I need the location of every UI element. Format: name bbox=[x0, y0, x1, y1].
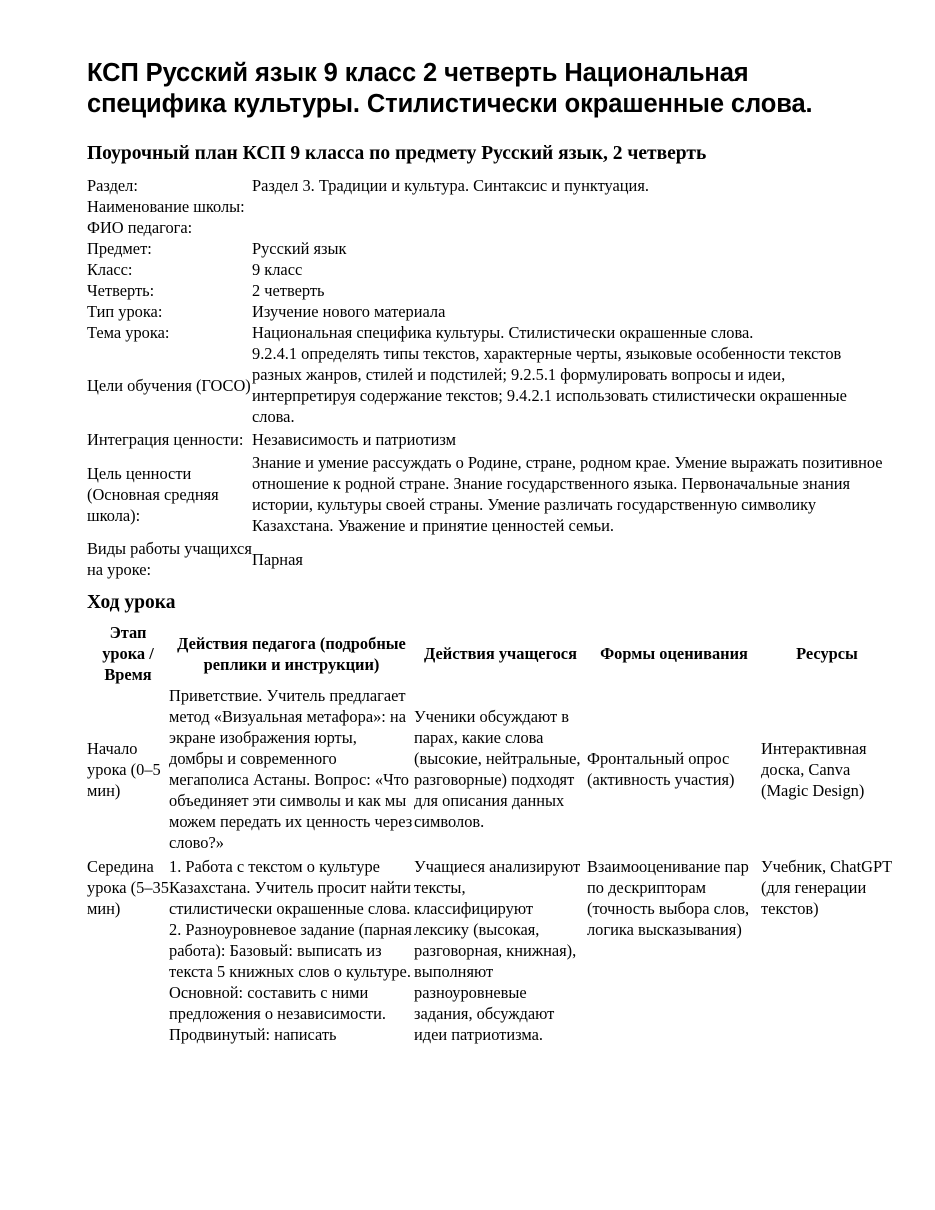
info-row bbox=[87, 301, 892, 322]
info-label: Цели обучения (ГОСО) bbox=[87, 375, 251, 395]
info-row bbox=[87, 452, 892, 536]
info-value bbox=[252, 196, 892, 217]
plan-stage: Начало урока (0–5 мин) bbox=[87, 738, 161, 800]
info-label: Класс: bbox=[87, 260, 133, 279]
info-value: Национальная специфика культуры. Стилистически окрашенные слова. bbox=[252, 323, 754, 342]
info-label: Виды работы учащихся на уроке: bbox=[87, 539, 252, 579]
page-title: КСП Русский язык 9 класс 2 четверть Национальная специфика культуры. Стилистически окрашенные слова. bbox=[87, 59, 813, 118]
info-label: Тема урока: bbox=[87, 323, 170, 342]
info-value: Парная bbox=[252, 549, 303, 569]
plan-student-actions: Ученики обсуждают в парах, какие слова (высокие, нейтральные, разговорные) подходят для описания данных символов. bbox=[414, 707, 581, 831]
plan-stage: Середина урока (5–35 мин) bbox=[87, 857, 169, 918]
info-row bbox=[87, 238, 892, 259]
info-value: 9.2.4.1 определять типы текстов, характерные черты, языковые особенности текстов разных жанров, стилей и подстилей; 9.2.5.1 формулировать вопросы и идеи, интерпретируя содержание текстов; 9.4.2.1 использовать стилистически окрашенные слова. bbox=[252, 344, 847, 426]
header-resources: Ресурсы bbox=[796, 644, 858, 663]
info-label: Цель ценности (Основная средняя школа): bbox=[87, 463, 219, 525]
plan-row bbox=[87, 685, 893, 854]
plan-header-row bbox=[87, 622, 893, 685]
info-label: ФИО педагога: bbox=[87, 218, 193, 237]
info-row bbox=[87, 217, 892, 238]
info-value: Изучение нового материала bbox=[252, 302, 446, 321]
header-assessment: Формы оценивания bbox=[600, 644, 748, 663]
info-row bbox=[87, 175, 892, 196]
lesson-info-table bbox=[87, 175, 892, 582]
plan-assessment: Фронтальный опрос (активность участия) bbox=[587, 749, 735, 789]
plan-subtitle: Поурочный план КСП 9 класса по предмету Русский язык, 2 четверть bbox=[87, 143, 707, 164]
info-label: Наименование школы: bbox=[87, 197, 245, 216]
plan-student-actions: Учащиеся анализируют тексты, классифицируют лексику (высокая, разговорная, книжная), выполняют разноуровневые задания, обсуждают идеи патриотизма. bbox=[414, 857, 581, 1044]
info-row bbox=[87, 427, 892, 452]
plan-heading: Ход урока bbox=[87, 592, 176, 613]
info-label: Предмет: bbox=[87, 239, 152, 258]
info-row bbox=[87, 196, 892, 217]
plan-resources: Учебник, ChatGPT (для генерации текстов) bbox=[761, 857, 892, 918]
lesson-plan-table bbox=[87, 622, 893, 1045]
header-teacher-actions: Действия педагога (подробные реплики и инструкции) bbox=[177, 633, 406, 674]
info-label: Интеграция ценности: bbox=[87, 430, 244, 449]
info-value: 9 класс bbox=[252, 260, 303, 279]
info-row bbox=[87, 536, 892, 582]
header-student-actions: Действия учащегося bbox=[424, 644, 577, 663]
info-label: Тип урока: bbox=[87, 302, 163, 321]
info-value: 2 четверть bbox=[252, 281, 325, 300]
info-row bbox=[87, 259, 892, 280]
info-value bbox=[252, 217, 892, 238]
plan-teacher-actions: 1. Работа с текстом о культуре Казахстана. Учитель просит найти стилистически окрашенные слова. 2. Разноуровневое задание (парная работа): Базовый: выписать из текста 5 книжных слов о культуре. Основной: составить с ними предложения о независимости. Продвинутый: написать bbox=[169, 857, 412, 1044]
header-stage: Этап урока / Время bbox=[102, 623, 154, 684]
info-row bbox=[87, 343, 892, 427]
info-row bbox=[87, 322, 892, 343]
plan-row bbox=[87, 854, 893, 1045]
info-label: Раздел: bbox=[87, 176, 138, 195]
info-row bbox=[87, 280, 892, 301]
info-value: Знание и умение рассуждать о Родине, стране, родном крае. Умение выражать позитивное отношение к родной стране. Знание государственного языка. Первоначальные знания истории, культуры своей страны. Умение различать государственную символику Казахстана. Уважение и принятие ценностей семьи. bbox=[252, 453, 883, 535]
info-value: Независимость и патриотизм bbox=[252, 430, 456, 449]
info-value: Русский язык bbox=[252, 239, 347, 258]
plan-resources: Интерактивная доска, Canva (Magic Design) bbox=[761, 738, 867, 800]
plan-assessment: Взаимооценивание пар по дескрипторам (точность выбора слов, логика высказывания) bbox=[587, 857, 750, 939]
document-page bbox=[87, 58, 893, 1045]
info-label: Четверть: bbox=[87, 281, 155, 300]
info-value: Раздел 3. Традиции и культура. Синтаксис и пунктуация. bbox=[252, 176, 649, 195]
plan-teacher-actions: Приветствие. Учитель предлагает метод «Визуальная метафора»: на экране изображения юрты, домбры и современного мегаполиса Астаны. Вопрос: «Что объединяет эти символы и как мы можем передать их ценность через слово?» bbox=[169, 686, 413, 852]
